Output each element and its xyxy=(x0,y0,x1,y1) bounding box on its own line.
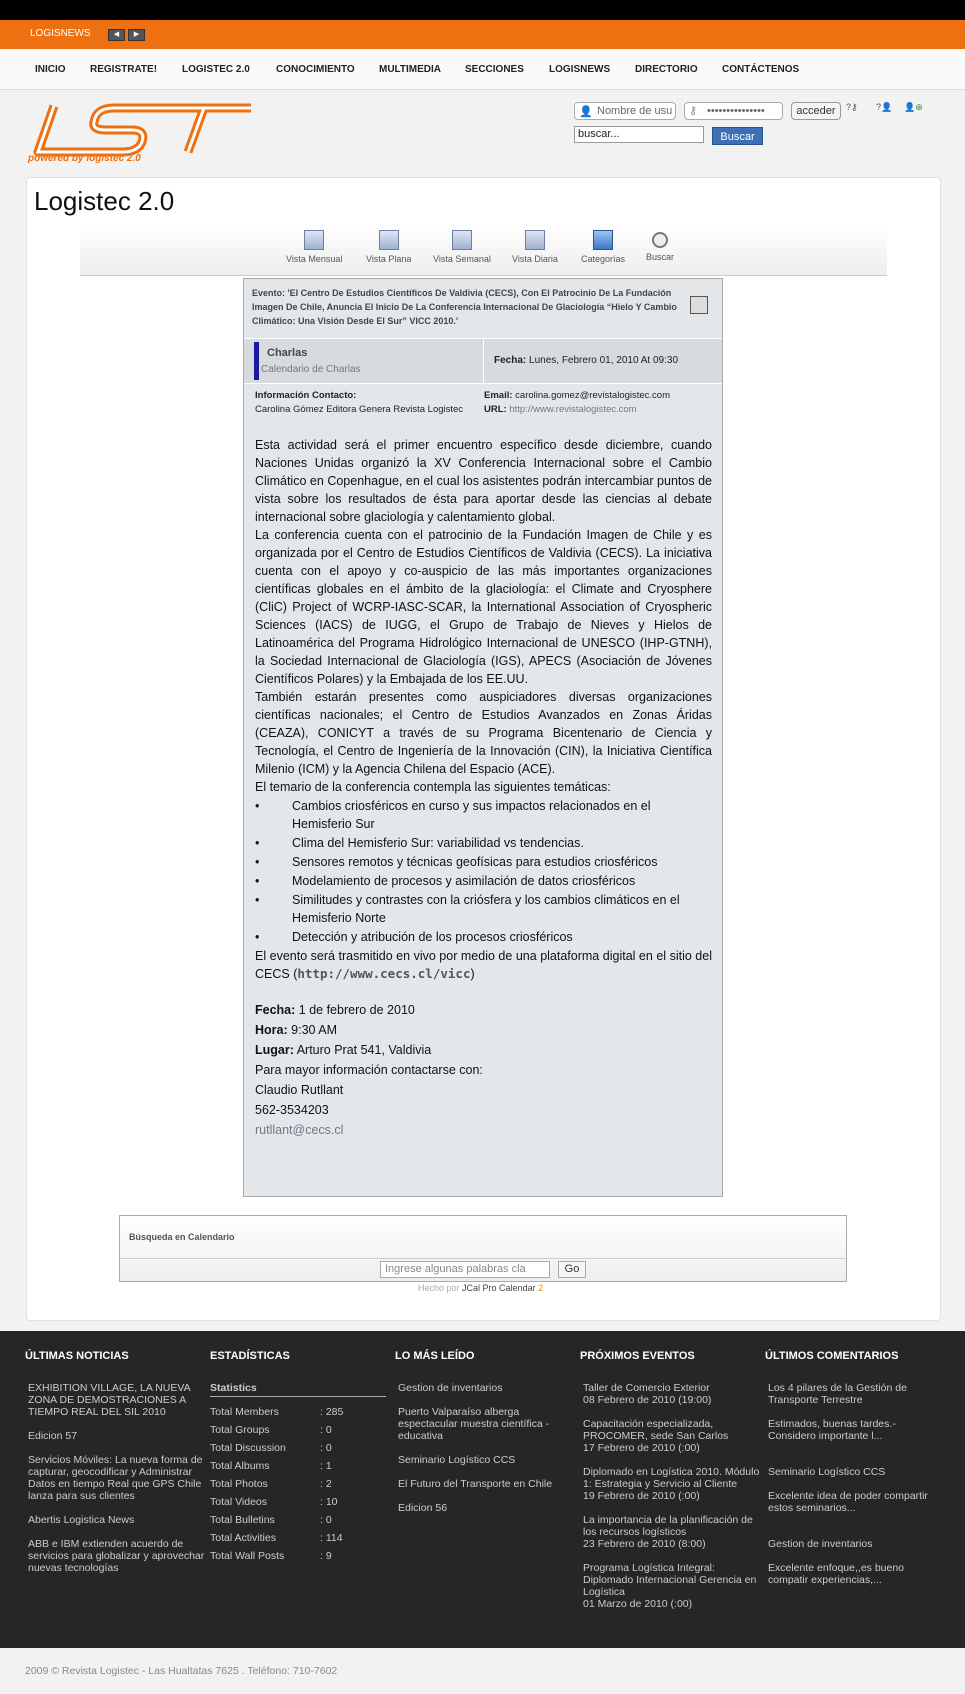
page-title: Logistec 2.0 xyxy=(34,186,175,216)
nav-inicio[interactable]: INICIO xyxy=(35,64,66,75)
username-field[interactable]: 👤 Nombre de usu xyxy=(574,102,676,120)
category-divider xyxy=(483,338,484,384)
nav-secciones[interactable]: SECCIONES xyxy=(465,64,524,75)
stat-row: Total Photos : 2 xyxy=(210,1478,332,1490)
paragraph-1: Esta actividad será el primer encuentro específico desde diciembre, cuando Naciones Unidas organizó la XV Conferencia Internacional sobre el Cambio Climático en Copenhague, en el cual los asistentes podrán intercambiar puntos de vista sobre los resultados de ésta para aportar desde las ciencias al debate internacional sobre glaciología y calentamiento global. xyxy=(255,438,712,524)
copyright-bar xyxy=(0,1648,965,1694)
contact-mail-link[interactable]: rutllant@cecs.cl xyxy=(255,1123,344,1137)
comment-text: Estimados, buenas tardes.- Considero importante l... xyxy=(768,1418,896,1442)
footer-most-read: LO MÁS LEÍDO Gestion de inventarios Puerto Valparaíso alberga espectacular muestra científica - educativa Seminario Logístico CCS El Futuro del Transporte en Chile Edicion 56 xyxy=(395,1350,575,1526)
event-link[interactable]: Capacitación especializada, PROCOMER, sede San Carlos 17 Febrero de 2010 (:00) xyxy=(583,1418,729,1454)
topic-item: • Similitudes y contrastes con la criósfera y los cambios climáticos en el Hemisferio Norte xyxy=(255,893,680,925)
event-fecha-line: Fecha: 1 de febrero de 2010 xyxy=(255,1003,415,1017)
calendar-search-input[interactable]: Ingrese algunas palabras cla xyxy=(380,1261,550,1278)
stat-row: Total Albums : 1 xyxy=(210,1460,332,1472)
contact-name: Claudio Rutllant xyxy=(255,1083,344,1097)
search-input[interactable]: buscar... xyxy=(574,126,704,143)
tool-buscar[interactable]: Buscar xyxy=(646,230,674,262)
category-subtitle: Calendario de Charlas xyxy=(261,364,361,375)
event-link[interactable]: Diplomado en Logística 2010. Módulo 1: Estrategia y Servicio al Cliente 19 Febrero de 2010 (:00) xyxy=(583,1466,760,1502)
calendar-toolbar xyxy=(80,222,887,276)
nav-registrate[interactable]: REGISTRATE! xyxy=(90,64,158,75)
topic-item: • Clima del Hemisferio Sur: variabilidad vs tendencias. xyxy=(255,836,584,850)
news-link[interactable]: EXHIBITION VILLAGE, LA NUEVA ZONA DE DEMOSTRACIONES A TIEMPO REAL DEL SIL 2010 xyxy=(28,1382,191,1418)
topic-item: • Modelamiento de procesos y asimilación de datos criosféricos xyxy=(255,874,636,888)
footer-latest-news: ÚLTIMAS NOTICIAS EXHIBITION VILLAGE, LA NUEVA ZONA DE DEMOSTRACIONES A TIEMPO REAL DEL SIL 2010 Edicion 57 Servicios Móviles: La nueva forma de capturar, geocodificar y Administrar Datos en tiempo Real que GPS Chile lanza para sus clientes Abertis Logistica News ABB e IBM extienden acuerdo de servicios para globalizar y aprovechar nuevas tecnologías xyxy=(25,1350,205,1574)
ticker-label: LOGISNEWS xyxy=(30,28,91,39)
nav-logisnews[interactable]: LOGISNEWS xyxy=(549,64,611,75)
calendar-flat-icon xyxy=(379,230,399,250)
login-button[interactable]: acceder xyxy=(791,102,841,120)
news-link[interactable]: ABB e IBM extienden acuerdo de servicios para globalizar y aprovechar nuevas tecnologías xyxy=(28,1538,205,1574)
logo-tagline: powered by logistec 2.0 xyxy=(28,153,141,164)
key-icon: ⚷ xyxy=(689,105,698,117)
comment-text: Excelente enfoque,,es bueno compatir experiencias,... xyxy=(768,1562,905,1586)
copyright-text: 2009 © Revista Logistec - Las Hualtatas 7625 . Teléfono: 710-7602 xyxy=(25,1665,338,1677)
calendar-day-icon xyxy=(525,230,545,250)
news-ticker-bar xyxy=(0,20,965,49)
news-link[interactable]: Abertis Logistica News xyxy=(28,1514,135,1526)
calendar-week-icon xyxy=(452,230,472,250)
event-description xyxy=(255,436,712,1139)
paragraph-3: También estarán presentes como auspiciadores diversas organizaciones científicas nacionales; el Centro de Estudios Avanzados en Zonas Áridas (CEAZA), CONICYT a través de su Programa Bicentenario de Ciencia y Tecnología, el Centro de Ingeniería de la Innovación (CIN), la Iniciativa Científica Milenio (ICM) y la Agencia Chilena del Espacio (ACE). xyxy=(255,690,712,776)
nav-contactenos[interactable]: CONTÁCTENOS xyxy=(722,64,800,75)
tool-categorias[interactable]: Categorías xyxy=(581,230,625,264)
stat-row: Total Groups : 0 xyxy=(210,1424,332,1436)
stat-row: Total Bulletins : 0 xyxy=(210,1514,332,1526)
category-color-bar xyxy=(254,342,259,380)
cecs-link[interactable]: http://www.cecs.cl/vicc xyxy=(297,966,471,981)
credit-link[interactable]: JCal Pro Calendar xyxy=(462,1283,536,1293)
nav-conocimiento[interactable]: CONOCIMIENTO xyxy=(276,64,355,75)
event-link[interactable]: Programa Logística Integral: Diplomado Internacional Gerencia en Logística 01 Marzo de 2010 (:00) xyxy=(583,1562,757,1610)
main-nav xyxy=(0,49,965,90)
event-heading: Evento: 'El Centro De Estudios Científicos De Valdivia (CECS), Con El Patrocinio De La Fundación Imagen De Chile, Anuncia El Inicio De La Conferencia Internacional De Glaciología “Hielo Y Cambio Climático: Una Visión Desde El Sur” VICC 2010.' xyxy=(252,288,677,326)
calendar-search-title: Búsqueda en Calendario xyxy=(129,1232,235,1242)
event-link[interactable]: La importancia de la planificación de los recursos logísticos 23 Febrero de 2010 (8:00) xyxy=(583,1514,753,1550)
nav-directorio[interactable]: DIRECTORIO xyxy=(635,64,698,75)
most-read-link[interactable]: Edicion 56 xyxy=(398,1502,448,1514)
register-icon[interactable]: 👤⊕ xyxy=(904,102,923,112)
contact-phone: 562-3534203 xyxy=(255,1103,329,1117)
stat-row: Total Videos : 10 xyxy=(210,1496,338,1508)
calendar-credit: Hecho por JCal Pro Calendar 2 xyxy=(418,1283,544,1293)
calendar-month-icon xyxy=(304,230,324,250)
paragraph-5: El evento será trasmitido en vivo por medio de una plataforma digital en el sitio del CECS (http://www.cecs.cl/vicc) xyxy=(255,949,712,981)
footer-statistics: ESTADÍSTICAS Statistics Total Members : 285 Total Groups : 0 Total Discussion : 0 Total Albums : 1 Total Photos : 2 Total Videos : 10 Total Bulletins : 0 Total Activities : 114 Total Wall Posts : 9 xyxy=(210,1350,390,1568)
footer-latest-comments: ÚLTIMOS COMENTARIOS Los 4 pilares de la Gestión de Transporte Terrestre Estimados, buenas tardes.- Considero importante l... Seminario Logístico CCS Excelente idea de poder compartir estos seminarios... Gestion de inventarios Excelente enfoque,,es bueno compatir experiencias,... xyxy=(765,1350,945,1598)
news-link[interactable]: Servicios Móviles: La nueva forma de capturar, geocodificar y Administrar Datos en tiempo Real que GPS Chile lanza para sus clientes xyxy=(28,1454,203,1502)
calendar-search-go-button[interactable]: Go xyxy=(558,1261,586,1278)
most-read-link[interactable]: Seminario Logístico CCS xyxy=(398,1454,516,1466)
password-field[interactable]: ⚷ ••••••••••••••• xyxy=(684,102,783,120)
magnifier-icon xyxy=(652,232,668,248)
print-icon[interactable] xyxy=(690,296,708,314)
topic-item: • Detección y atribución de los procesos criosféricos xyxy=(255,930,573,944)
event-link[interactable]: Taller de Comercio Exterior 08 Febrero de 2010 (19:00) xyxy=(583,1382,712,1406)
contact-intro: Para mayor información contactarse con: xyxy=(255,1063,483,1077)
event-lugar-line: Lugar: Arturo Prat 541, Valdivia xyxy=(255,1043,432,1057)
ticker-prev-icon[interactable]: ◀ xyxy=(108,29,125,41)
tool-vista-semanal[interactable]: Vista Semanal xyxy=(433,230,491,264)
event-hora-line: Hora: 9:30 AM xyxy=(255,1023,338,1037)
tool-vista-mensual[interactable]: Vista Mensual xyxy=(286,230,342,264)
search-button[interactable]: Buscar xyxy=(712,127,763,145)
top-black-bar xyxy=(0,0,965,20)
footer-upcoming-events: PRÓXIMOS EVENTOS Taller de Comercio Exterior 08 Febrero de 2010 (19:00) Capacitación especializada, PROCOMER, sede San Carlos 17 Febrero de 2010 (:00) Diplomado en Logística 2010. Módulo 1: Estrategia y Servicio al Cliente 19 Febrero de 2010 (:00) La importancia de la planificación de los recursos logísticos 23 Febrero de 2010 (8:00) Programa Logística Integral: Diplomado Internacional Gerencia en Logística 01 Marzo de 2010 (:00) xyxy=(580,1350,760,1610)
category-name: Charlas xyxy=(267,347,308,359)
url-link[interactable]: http://www.revistalogistec.com xyxy=(509,404,637,415)
forgot-password-icon[interactable]: ?⚷ xyxy=(846,102,858,112)
tool-vista-diaria[interactable]: Vista Diaria xyxy=(512,230,558,264)
paragraph-4: El temario de la conferencia contempla las siguientes temáticas: xyxy=(255,780,611,794)
comment-link[interactable]: Seminario Logístico CCS xyxy=(768,1466,886,1478)
email-url-info: Email: carolina.gomez@revistalogistec.com URL: http://www.revistalogistec.com xyxy=(484,390,670,415)
user-icon: 👤 xyxy=(579,106,593,118)
forgot-username-icon[interactable]: ?👤 xyxy=(876,102,893,112)
email-link[interactable]: carolina.gomez@revistalogistec.com xyxy=(515,390,670,401)
topic-item: • Cambios criosféricos en curso y sus impactos relacionados en el Hemisferio Sur xyxy=(255,799,651,831)
stat-row: Total Activities : 114 xyxy=(210,1532,343,1544)
most-read-link[interactable]: El Futuro del Transporte en Chile xyxy=(398,1478,553,1490)
nav-multimedia[interactable]: MULTIMEDIA xyxy=(379,64,442,75)
stat-row: Total Members : 285 xyxy=(210,1406,344,1418)
stat-row: Total Wall Posts : 9 xyxy=(210,1550,332,1562)
topic-item: • Sensores remotos y técnicas geofísicas para estudios criosféricos xyxy=(255,855,658,869)
comment-link[interactable]: Gestion de inventarios xyxy=(768,1538,873,1550)
news-link[interactable]: Edicion 57 xyxy=(28,1430,78,1442)
comment-text: Excelente idea de poder compartir estos seminarios... xyxy=(768,1490,928,1514)
nav-logistec[interactable]: LOGISTEC 2.0 xyxy=(182,64,250,75)
ticker-next-icon[interactable]: ▶ xyxy=(128,29,145,41)
folder-icon xyxy=(593,230,613,250)
comment-link[interactable]: Los 4 pilares de la Gestión de Transporte Terrestre xyxy=(768,1382,907,1406)
paragraph-2: La conferencia cuenta con el patrocinio de la Fundación Imagen de Chile y es organizada por el Centro de Estudios Científicos de Valdivia (CECS). La iniciativa cuenta con el apoyo y co-auspicio de las más importantes organizaciones científicas globales en el ámbito de la glaciología: el Climate and Cryosphere (CliC) Project of WCRP-IASC-SCAR, la International Association of Cryospheric Sciences (IACS) de IUGG, el Grupo de Trabajo de Nieves y Hielos de Latinoamérica del Programa Hidrológico Internacional de UNESCO (IHP-GTNH), la Sociedad Internacional de Glaciología (IGS), APECS (Asociación de Jóvenes Científicos Polares) y la Embajada de los EE.UU. xyxy=(255,528,712,686)
contact-info: Información Contacto: Carolina Gómez Editora Genera Revista Logistec xyxy=(255,390,464,415)
most-read-link[interactable]: Puerto Valparaíso alberga espectacular muestra científica - educativa xyxy=(398,1406,550,1442)
most-read-link[interactable]: Gestion de inventarios xyxy=(398,1382,503,1394)
event-date: Fecha: Lunes, Febrero 01, 2010 At 09:30 xyxy=(494,355,679,366)
stat-row: Total Discussion : 0 xyxy=(210,1442,332,1454)
tool-vista-plana[interactable]: Vista Plana xyxy=(366,230,411,264)
site-logo[interactable] xyxy=(26,100,264,168)
